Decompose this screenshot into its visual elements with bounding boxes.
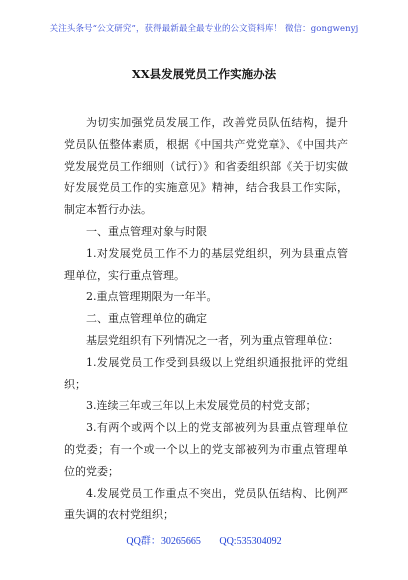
document-body [64,112,348,526]
footer-qq-group: QQ群：30265665 [126,536,201,547]
section-heading-1: 一、重点管理对象与时限 [86,224,207,238]
header-note: 关注头条号“公文研究”，获得最新最全最专业的公文资料库！ 微信：gongwenyj [49,24,359,34]
paragraph-item: 基层党组织有下列情况之一者，列为重点管理单位： [86,333,339,347]
paragraph-item: 2.重点管理期限为一年半。 [86,290,218,304]
paragraph-intro: 为切实加强党员发展工作，改善党员队伍结构，提升党员队伍整体素质，根据《中国共产党党章》、《中国共产党发展党员工作细则（试行）》和省委组织部《关于切实做好发展党员工作的实施意见》精神，结合我县工作实际，制定本暂行办法。 [64,116,348,217]
paragraph-item: 3.连续三年或三年以上未发展党员的村党支部； [86,399,317,413]
section-heading-2: 二、重点管理单位的确定 [86,312,207,326]
footer-qq: QQ:535304092 [219,536,282,547]
document-title: XX县发展党员工作实施办法 [131,67,277,81]
footer-contact [0,532,408,547]
paragraph-item: 1.对发展党员工作不力的基层党组织，列为县重点管理单位，实行重点管理。 [64,246,348,282]
paragraph-item: 3.有两个或两个以上的党支部被列为县重点管理单位的党委；有一个或一个以上的党支部被列为市重点管理单位的党委； [64,421,348,478]
paragraph-item: 4.发展党员工作重点不突出，党员队伍结构、比例严重失调的农村党组织； [64,486,348,522]
paragraph-item: 1.发展党员工作受到县级以上党组织通报批评的党组织； [64,355,348,391]
